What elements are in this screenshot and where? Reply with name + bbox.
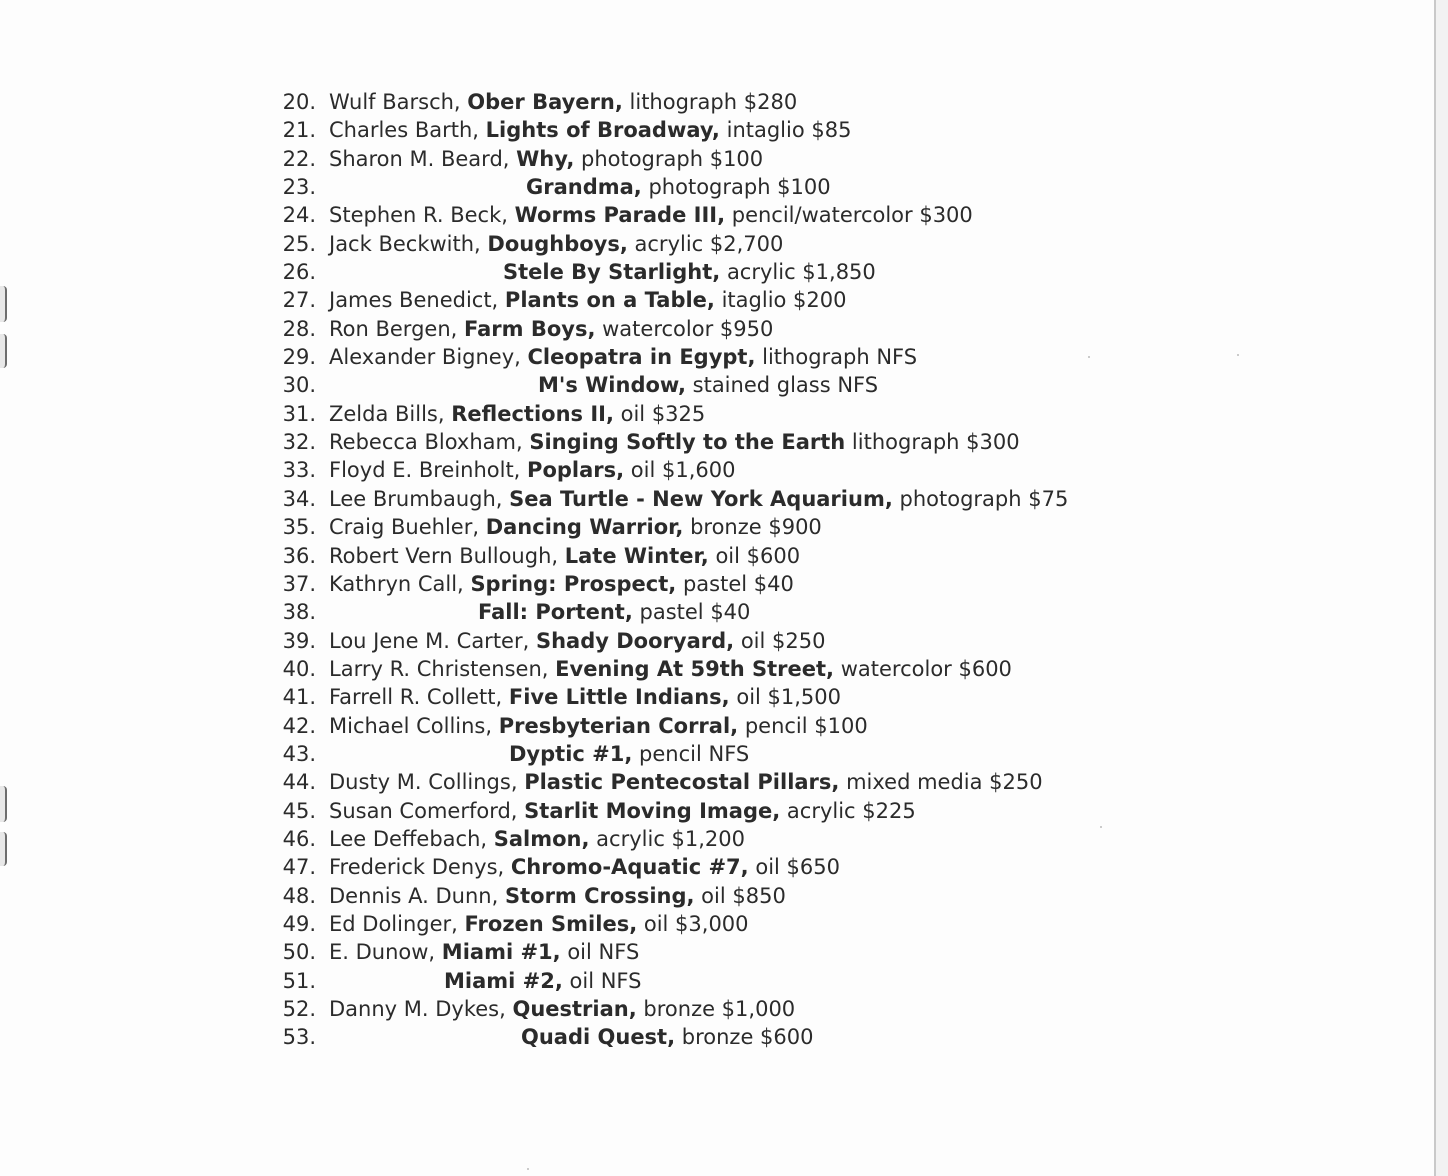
artwork-details: photograph $75 (899, 486, 1069, 511)
artwork-title: Reflections II, (451, 401, 614, 426)
artwork-title: Salmon, (493, 826, 590, 851)
artwork-title: Miami #2, (444, 968, 563, 993)
entry-number: 50. (282, 940, 316, 965)
artwork-title: Late Winter, (564, 543, 709, 568)
scan-speck (1237, 354, 1239, 356)
artwork-details: itaglio $200 (721, 288, 847, 313)
artist-name: Stephen R. Beck, (329, 203, 508, 228)
artist-name: Charles Barth, (329, 118, 479, 143)
page-right-margin (1436, 0, 1448, 1176)
artwork-details: oil NFS (569, 968, 642, 993)
artist-name: Jack Beckwith, (329, 231, 481, 256)
artwork-title: Dancing Warrior, (485, 515, 684, 540)
entry-text (329, 853, 840, 881)
entry-number: 29. (282, 345, 316, 370)
artwork-details: lithograph $300 (851, 430, 1020, 455)
artist-name: Zelda Bills, (329, 401, 445, 426)
entry-text (329, 910, 749, 938)
binder-mark-top-1 (0, 286, 7, 322)
entry-number: 23. (282, 175, 316, 200)
entry-number: 47. (282, 855, 316, 880)
artist-name: Danny M. Dykes, (329, 997, 506, 1021)
artist-name: Susan Comerford, (329, 798, 518, 823)
artwork-title: Miami #1, (441, 940, 561, 965)
entry-number: 38. (282, 600, 316, 625)
artist-name: Lee Brumbaugh, (329, 486, 503, 511)
entry-number: 20. (282, 90, 316, 114)
entry-number: 36. (282, 543, 316, 568)
artwork-title: Doughboys, (487, 231, 628, 256)
artist-name: Floyd E. Breinholt, (329, 458, 521, 483)
artwork-details: acrylic $225 (786, 798, 916, 823)
entry-text (329, 683, 841, 711)
entry-number: 34. (282, 486, 316, 511)
entry-number: 42. (282, 713, 316, 738)
entry-number: 24. (282, 203, 316, 228)
artwork-details: pencil NFS (639, 741, 750, 766)
artist-name: Frederick Denys, (329, 855, 505, 880)
artwork-title: Plants on a Table, (504, 288, 715, 313)
artwork-details: watercolor $600 (840, 656, 1012, 681)
artwork-title: Frozen Smiles, (464, 911, 638, 936)
artist-name: Robert Vern Bullough, (329, 543, 559, 568)
entry-text (329, 116, 851, 144)
artwork-title: Evening At 59th Street, (555, 656, 835, 681)
artwork-details: oil NFS (567, 940, 640, 965)
entry-text (329, 542, 800, 570)
artwork-title: Cleopatra in Egypt, (527, 345, 756, 370)
entry-text (329, 343, 917, 371)
artwork-details: stained glass NFS (692, 373, 879, 398)
artist-name: Sharon M. Beard, (329, 146, 510, 171)
artist-name: Larry R. Christensen, (329, 656, 549, 681)
entry-text (329, 201, 973, 229)
artist-name: James Benedict, (329, 288, 499, 313)
artwork-details: pastel $40 (682, 571, 794, 596)
entry-number: 40. (282, 656, 316, 681)
entry-number: 35. (282, 515, 316, 540)
artwork-title: Farm Boys, (464, 316, 596, 341)
entry-text (329, 513, 822, 541)
artwork-details: oil $1,600 (630, 458, 736, 483)
binder-mark-bottom-1 (0, 786, 7, 822)
entry-text (329, 825, 745, 853)
entry-number: 22. (282, 146, 316, 171)
artwork-title: Worms Parade III, (514, 203, 726, 228)
artwork-title: Lights of Broadway, (485, 118, 720, 143)
artist-name: Farrell R. Collett, (329, 685, 503, 710)
entry-text (329, 995, 795, 1023)
entry-number: 27. (282, 288, 316, 313)
entry-number: 21. (282, 118, 316, 143)
entry-number: 37. (282, 571, 316, 596)
entry-text (444, 967, 641, 995)
artwork-details: pastel $40 (639, 600, 751, 625)
artwork-title: Questrian, (512, 997, 637, 1021)
artwork-title: Ober Bayern, (467, 90, 623, 114)
entry-text (329, 485, 1068, 513)
artist-name: Ed Dolinger, (329, 911, 458, 936)
entry-text (329, 882, 786, 910)
entry-text (329, 145, 763, 173)
artist-name: Rebecca Bloxham, (329, 430, 523, 455)
artist-name: Ron Bergen, (329, 316, 458, 341)
entry-number: 44. (282, 770, 316, 795)
entry-text (503, 258, 876, 286)
artist-name: Michael Collins, (329, 713, 493, 738)
entry-number: 31. (282, 401, 316, 426)
entry-number: 43. (282, 741, 316, 766)
scan-speck (527, 1168, 529, 1170)
artist-name: Lee Deffebach, (329, 826, 488, 851)
entry-number: 41. (282, 685, 316, 710)
entry-number: 30. (282, 373, 316, 398)
artwork-details: oil $600 (715, 543, 801, 568)
artist-name: Kathryn Call, (329, 571, 464, 596)
artwork-title: Chromo-Aquatic #7, (510, 855, 749, 880)
artwork-details: lithograph $280 (629, 90, 798, 114)
artist-name: Lou Jene M. Carter, (329, 628, 530, 653)
entry-number: 28. (282, 316, 316, 341)
artwork-title: Dyptic #1, (509, 741, 633, 766)
entry-number: 49. (282, 911, 316, 936)
artwork-title: M's Window, (538, 373, 686, 398)
entry-number: 26. (282, 260, 316, 285)
entry-text (329, 655, 1012, 683)
artist-name: E. Dunow, (329, 940, 436, 965)
entry-text (526, 173, 831, 201)
artwork-details: intaglio $85 (726, 118, 852, 143)
artwork-title: Singing Softly to the Earth (529, 430, 846, 455)
entry-text (329, 938, 639, 966)
artwork-details: acrylic $2,700 (634, 231, 784, 256)
artist-name: Alexander Bigney, (329, 345, 521, 370)
artwork-details: watercolor $950 (602, 316, 774, 341)
entry-number: 32. (282, 430, 316, 455)
artwork-details: bronze $600 (681, 1025, 814, 1050)
artwork-details: photograph $100 (648, 175, 831, 200)
artwork-details: oil $650 (755, 855, 840, 880)
entry-number: 45. (282, 798, 316, 823)
artwork-title: Storm Crossing, (504, 883, 695, 908)
artwork-details: bronze $1,000 (643, 997, 796, 1021)
artwork-details: oil $250 (740, 628, 826, 653)
artwork-title: Starlit Moving Image, (524, 798, 781, 823)
artist-name: Wulf Barsch, (329, 90, 461, 114)
entry-text (329, 400, 705, 428)
artist-name: Dusty M. Collings, (329, 770, 518, 795)
entry-number: 53. (282, 1025, 316, 1050)
artwork-details: oil $850 (701, 883, 786, 908)
artwork-title: Presbyterian Corral, (498, 713, 739, 738)
entry-number: 48. (282, 883, 316, 908)
artist-name: Dennis A. Dunn, (329, 883, 499, 908)
entry-text (329, 88, 797, 116)
entry-text (329, 315, 773, 343)
page-right-edge (1434, 0, 1436, 1176)
entry-text (538, 371, 878, 399)
artwork-details: lithograph NFS (762, 345, 918, 370)
artwork-title: Sea Turtle - New York Aquarium, (509, 486, 893, 511)
artwork-details: oil $1,500 (736, 685, 842, 710)
artwork-details: mixed media $250 (846, 770, 1043, 795)
artwork-title: Why, (516, 146, 575, 171)
entry-text (329, 627, 825, 655)
entry-text (329, 456, 735, 484)
artwork-details: photograph $100 (580, 146, 764, 171)
artwork-title: Plastic Pentecostal Pillars, (524, 770, 840, 795)
entry-text (329, 286, 847, 314)
entry-text (329, 428, 1020, 456)
entry-text (329, 768, 1043, 796)
entry-number: 39. (282, 628, 316, 653)
entry-text (478, 598, 750, 626)
entry-text (509, 740, 749, 768)
entry-number: 51. (282, 968, 316, 993)
artwork-details: oil $3,000 (643, 911, 749, 936)
entry-text (329, 712, 868, 740)
artwork-title: Poplars, (527, 458, 625, 483)
binder-mark-bottom-2 (0, 832, 7, 866)
artwork-title: Five Little Indians, (508, 685, 730, 710)
artwork-details: acrylic $1,850 (726, 260, 876, 285)
scan-speck (1100, 826, 1102, 828)
entry-text (329, 230, 783, 258)
artwork-title: Grandma, (526, 175, 642, 200)
artwork-title: Fall: Portent, (478, 600, 633, 625)
entry-number: 25. (282, 231, 316, 256)
entry-number: 33. (282, 458, 316, 483)
artwork-title: Shady Dooryard, (535, 628, 735, 653)
artwork-details: oil $325 (620, 401, 706, 426)
binder-mark-top-2 (0, 334, 7, 368)
entry-text (521, 1023, 814, 1051)
entry-number: 52. (282, 997, 316, 1021)
artwork-details: pencil/watercolor $300 (731, 203, 973, 228)
artist-name: Craig Buehler, (329, 515, 480, 540)
entry-text (329, 570, 794, 598)
artwork-title: Quadi Quest, (521, 1025, 676, 1050)
artwork-title: Stele By Starlight, (503, 260, 721, 285)
artwork-details: pencil $100 (744, 713, 868, 738)
entry-number: 46. (282, 826, 316, 851)
artwork-details: acrylic $1,200 (596, 826, 746, 851)
artwork-details: bronze $900 (690, 515, 822, 540)
scan-speck (1088, 356, 1090, 358)
entry-text (329, 797, 916, 825)
artwork-title: Spring: Prospect, (470, 571, 677, 596)
